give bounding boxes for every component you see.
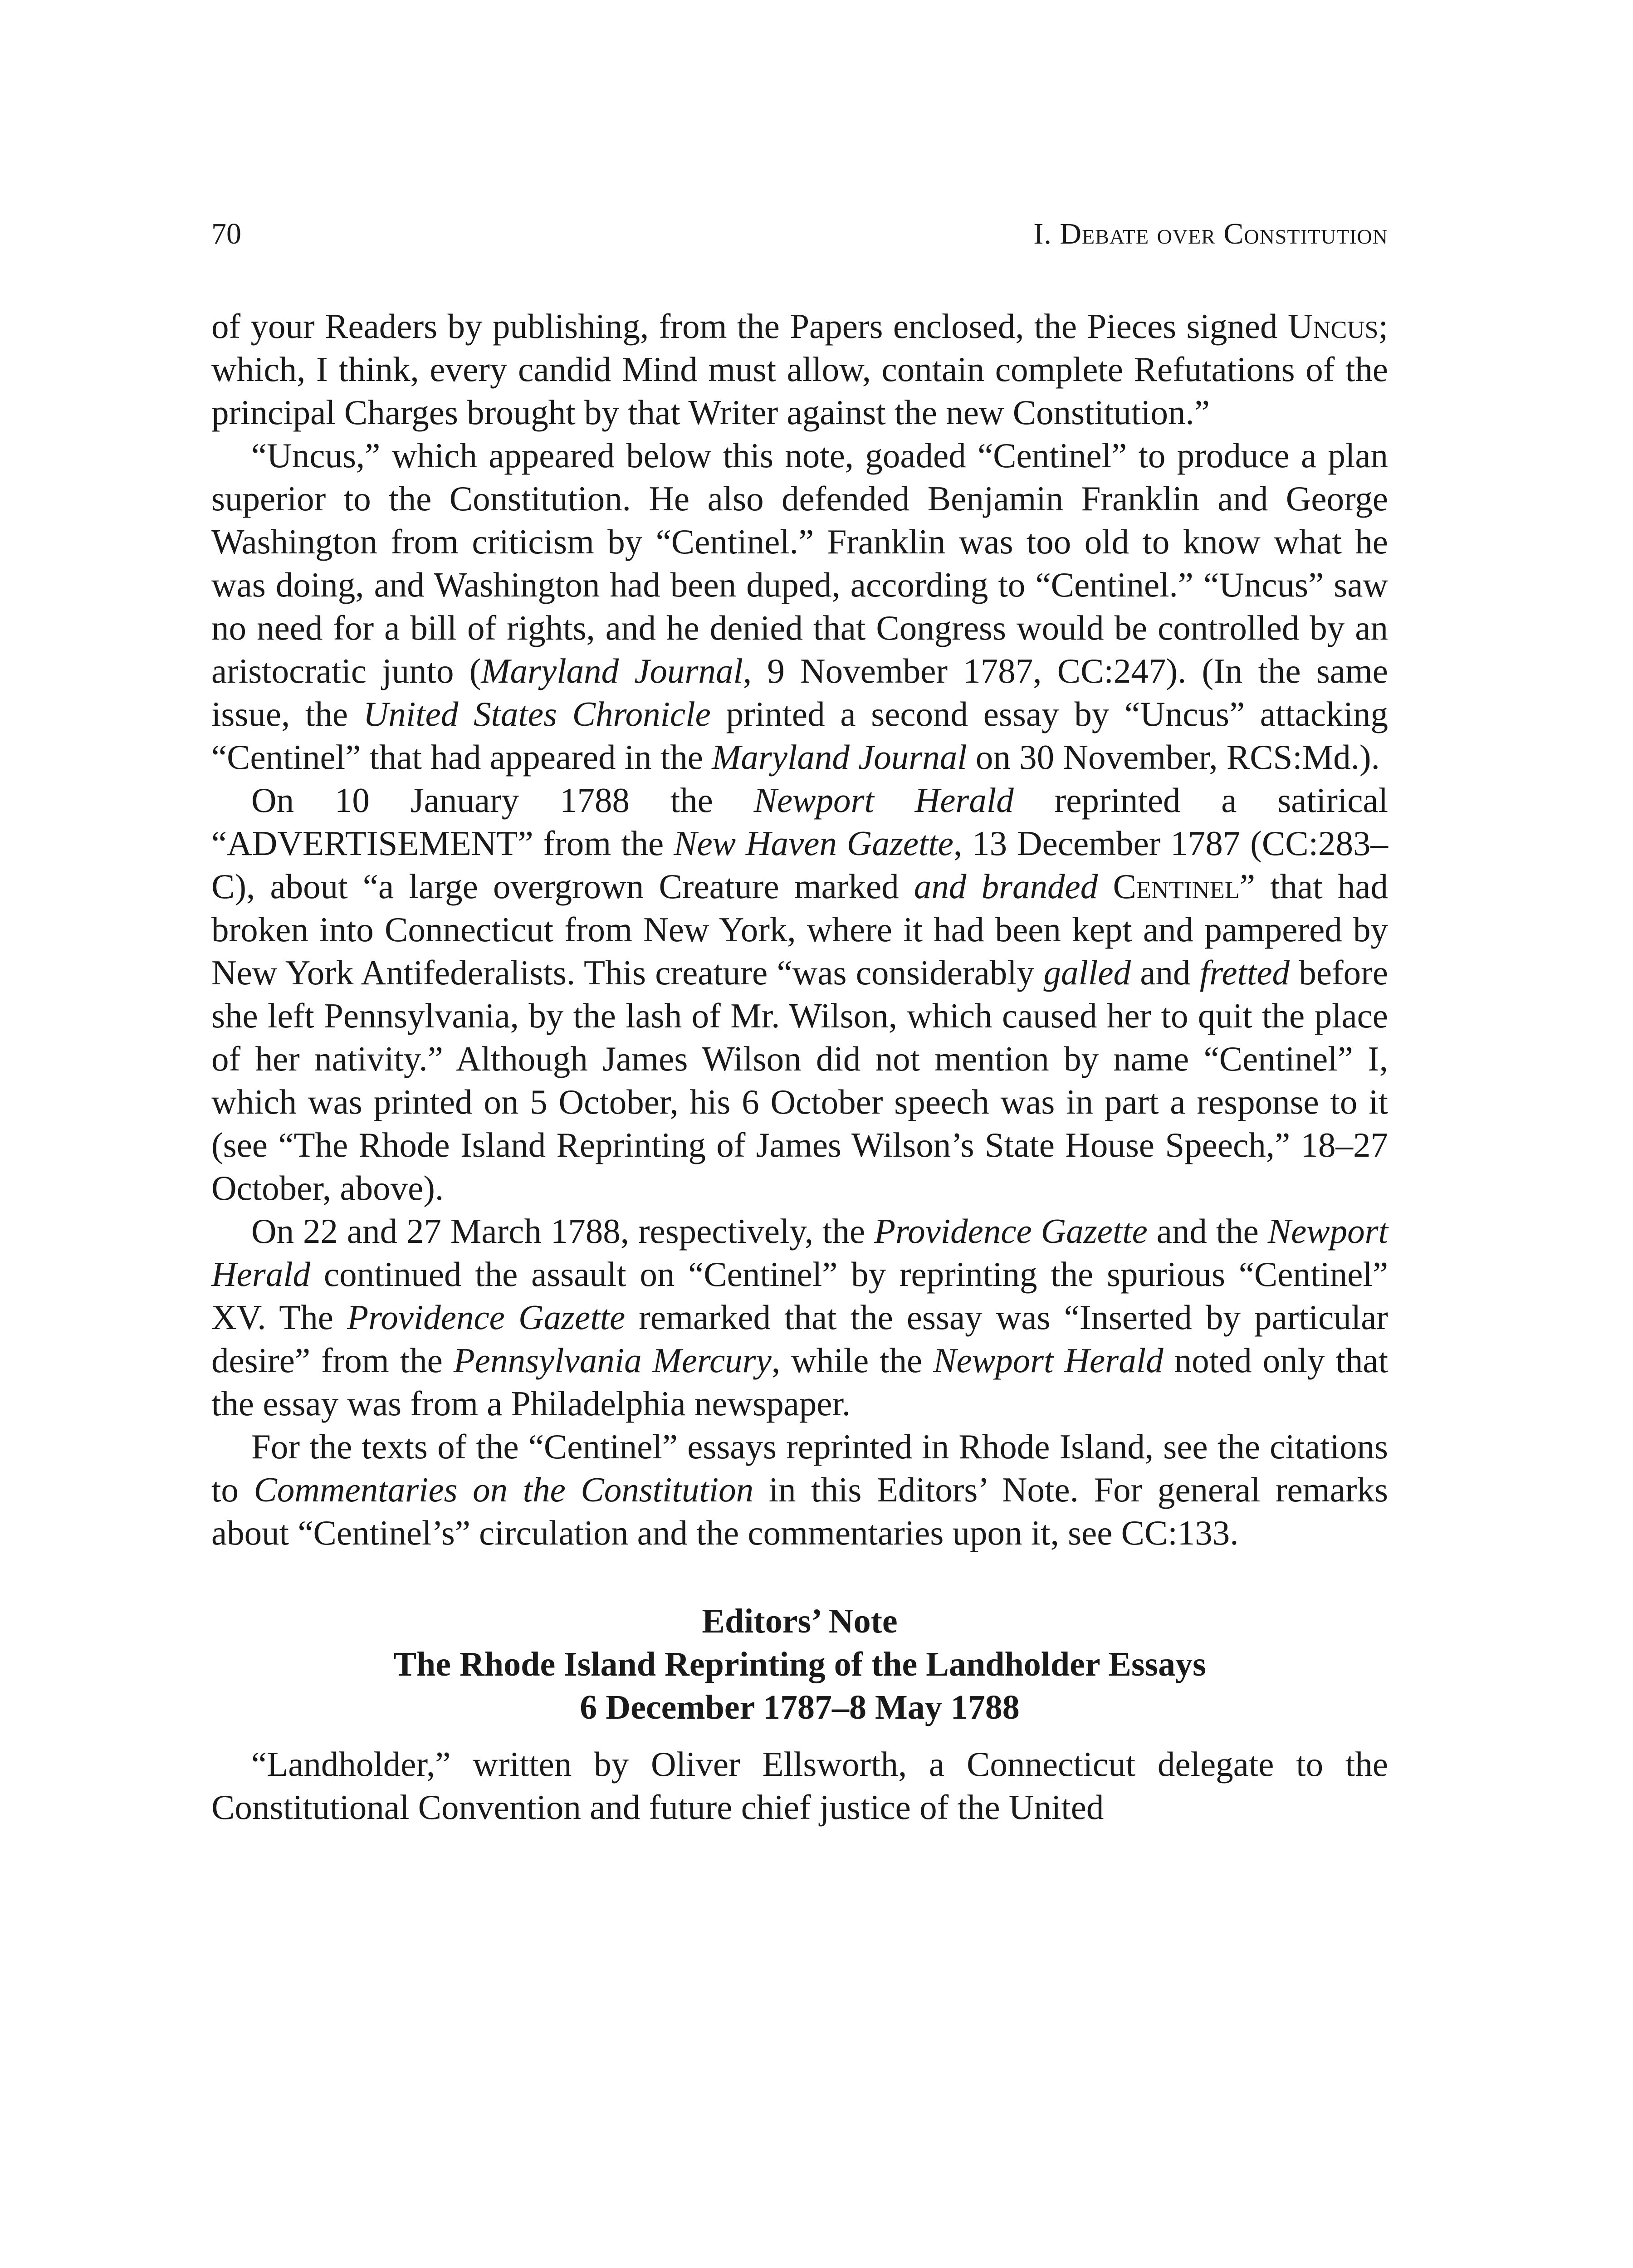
text-run-smallcaps: Centinel (1113, 867, 1240, 906)
text-run-smallcaps: Uncus (1287, 307, 1379, 346)
paragraph-continuation (211, 305, 1388, 434)
text-run-italic: Providence Gazette (347, 1298, 626, 1337)
text-run: printed a second essay by “Uncus” attacking “Centinel” that had appeared in the (211, 694, 1388, 777)
text-run-italic: Commentaries on the Constitution (254, 1470, 754, 1509)
text-run-italic: galled (1043, 953, 1131, 992)
text-run: on 30 November, RCS:Md.). (967, 738, 1380, 777)
text-run-italic: New Haven Gazette (674, 824, 953, 863)
text-run: ” that had broken into Connecticut from New York, where it had been kept and pampered by New York Antifederalists. This creature “was considerably (211, 867, 1389, 992)
text-run (1098, 867, 1113, 906)
page-number: 70 (211, 217, 241, 250)
text-run: before she left Pennsylvania, by the lash of Mr. Wilson, which caused her to quit the place of her nativity.” Although James Wilson did not mention by name “Centinel” I, which was printed on 5 October, his 6 October speech was in part a response to it (see “The Rhode Island Reprinting of James Wilson’s State House Speech,” 18–27 October, above). (211, 953, 1388, 1207)
text-run: noted only that the essay was from a Philadelphia newspaper. (211, 1341, 1388, 1423)
text-run: reprinted a satirical “ADVERTISEMENT” from the (211, 781, 1388, 863)
text-run-italic: Newport Herald (753, 781, 1014, 820)
text-run-italic: and branded (914, 867, 1098, 906)
section-heading-line-2: The Rhode Island Reprinting of the Landholder Essays (393, 1645, 1206, 1683)
text-run: , 9 November 1787, CC:247). (In the same issue, the (211, 651, 1388, 733)
text-run: in this Editors’ Note. For general remarks about “Centinel’s” circulation and the commentaries upon it, see CC:133. (211, 1470, 1388, 1552)
section-heading-line-1: Editors’ Note (702, 1602, 898, 1640)
text-run-italic: United States Chronicle (363, 694, 711, 733)
section-heading (211, 1600, 1388, 1729)
paragraph-citations (211, 1425, 1388, 1554)
text-run: remarked that the essay was “Inserted by particular desire” from the (211, 1298, 1389, 1380)
body-text (211, 305, 1388, 1829)
text-run: On 22 and 27 March 1788, respectively, the (251, 1212, 874, 1251)
paragraph-spurious-centinel (211, 1210, 1388, 1425)
text-run-italic: Newport Herald (933, 1341, 1164, 1380)
text-run-italic: Providence Gazette (874, 1212, 1148, 1251)
text-run: , 13 December 1787 (CC:283–C), about “a large overgrown Creature marked (211, 824, 1388, 906)
text-run-italic: Maryland Journal (712, 738, 967, 777)
text-run: continued the assault on “Centinel” by reprinting the spurious “Centinel” XV. The (211, 1255, 1388, 1337)
text-run-italic: fretted (1199, 953, 1290, 992)
text-run-italic: Pennsylvania Mercury (453, 1341, 772, 1380)
text-run: and (1131, 953, 1200, 992)
text-run: “Uncus,” which appeared below this note, goaded “Centinel” to produce a plan superior to the Constitution. He also defended Benjamin Franklin and George Washington from criticism by “Centinel.” Franklin was too old to know what he was doing, and Washington had been duped, according to “Centinel.” “Uncus” saw no need for a bill of rights, and he denied that Congress would be controlled by an aristocratic junto ( (211, 436, 1388, 690)
paragraph-advertisement (211, 779, 1388, 1210)
text-run-italic: Maryland Journal (481, 651, 743, 690)
text-run: On 10 January 1788 the (251, 781, 754, 820)
paragraph-landholder (211, 1743, 1388, 1829)
text-run-italic: Newport Herald (211, 1212, 1389, 1294)
section-heading-line-3: 6 December 1787–8 May 1788 (580, 1688, 1020, 1726)
text-run: and the (1147, 1212, 1268, 1251)
text-run: “Landholder,” written by Oliver Ellsworth, a Connecticut delegate to the Constitutional Convention and future chief justice of the United (211, 1745, 1388, 1827)
text-run: , while the (771, 1341, 934, 1380)
running-head: I. Debate over Constitution (1033, 217, 1388, 250)
text-run: ; which, I think, every candid Mind must allow, contain complete Refutations of the principal Charges brought by that Writer against the new Constitution.” (211, 307, 1388, 432)
page-header (211, 217, 1388, 258)
text-run: of your Readers by publishing, from the Papers enclosed, the Pieces signed (211, 307, 1288, 346)
text-run: For the texts of the “Centinel” essays reprinted in Rhode Island, see the citations to (211, 1427, 1388, 1509)
paragraph-uncus (211, 434, 1388, 779)
